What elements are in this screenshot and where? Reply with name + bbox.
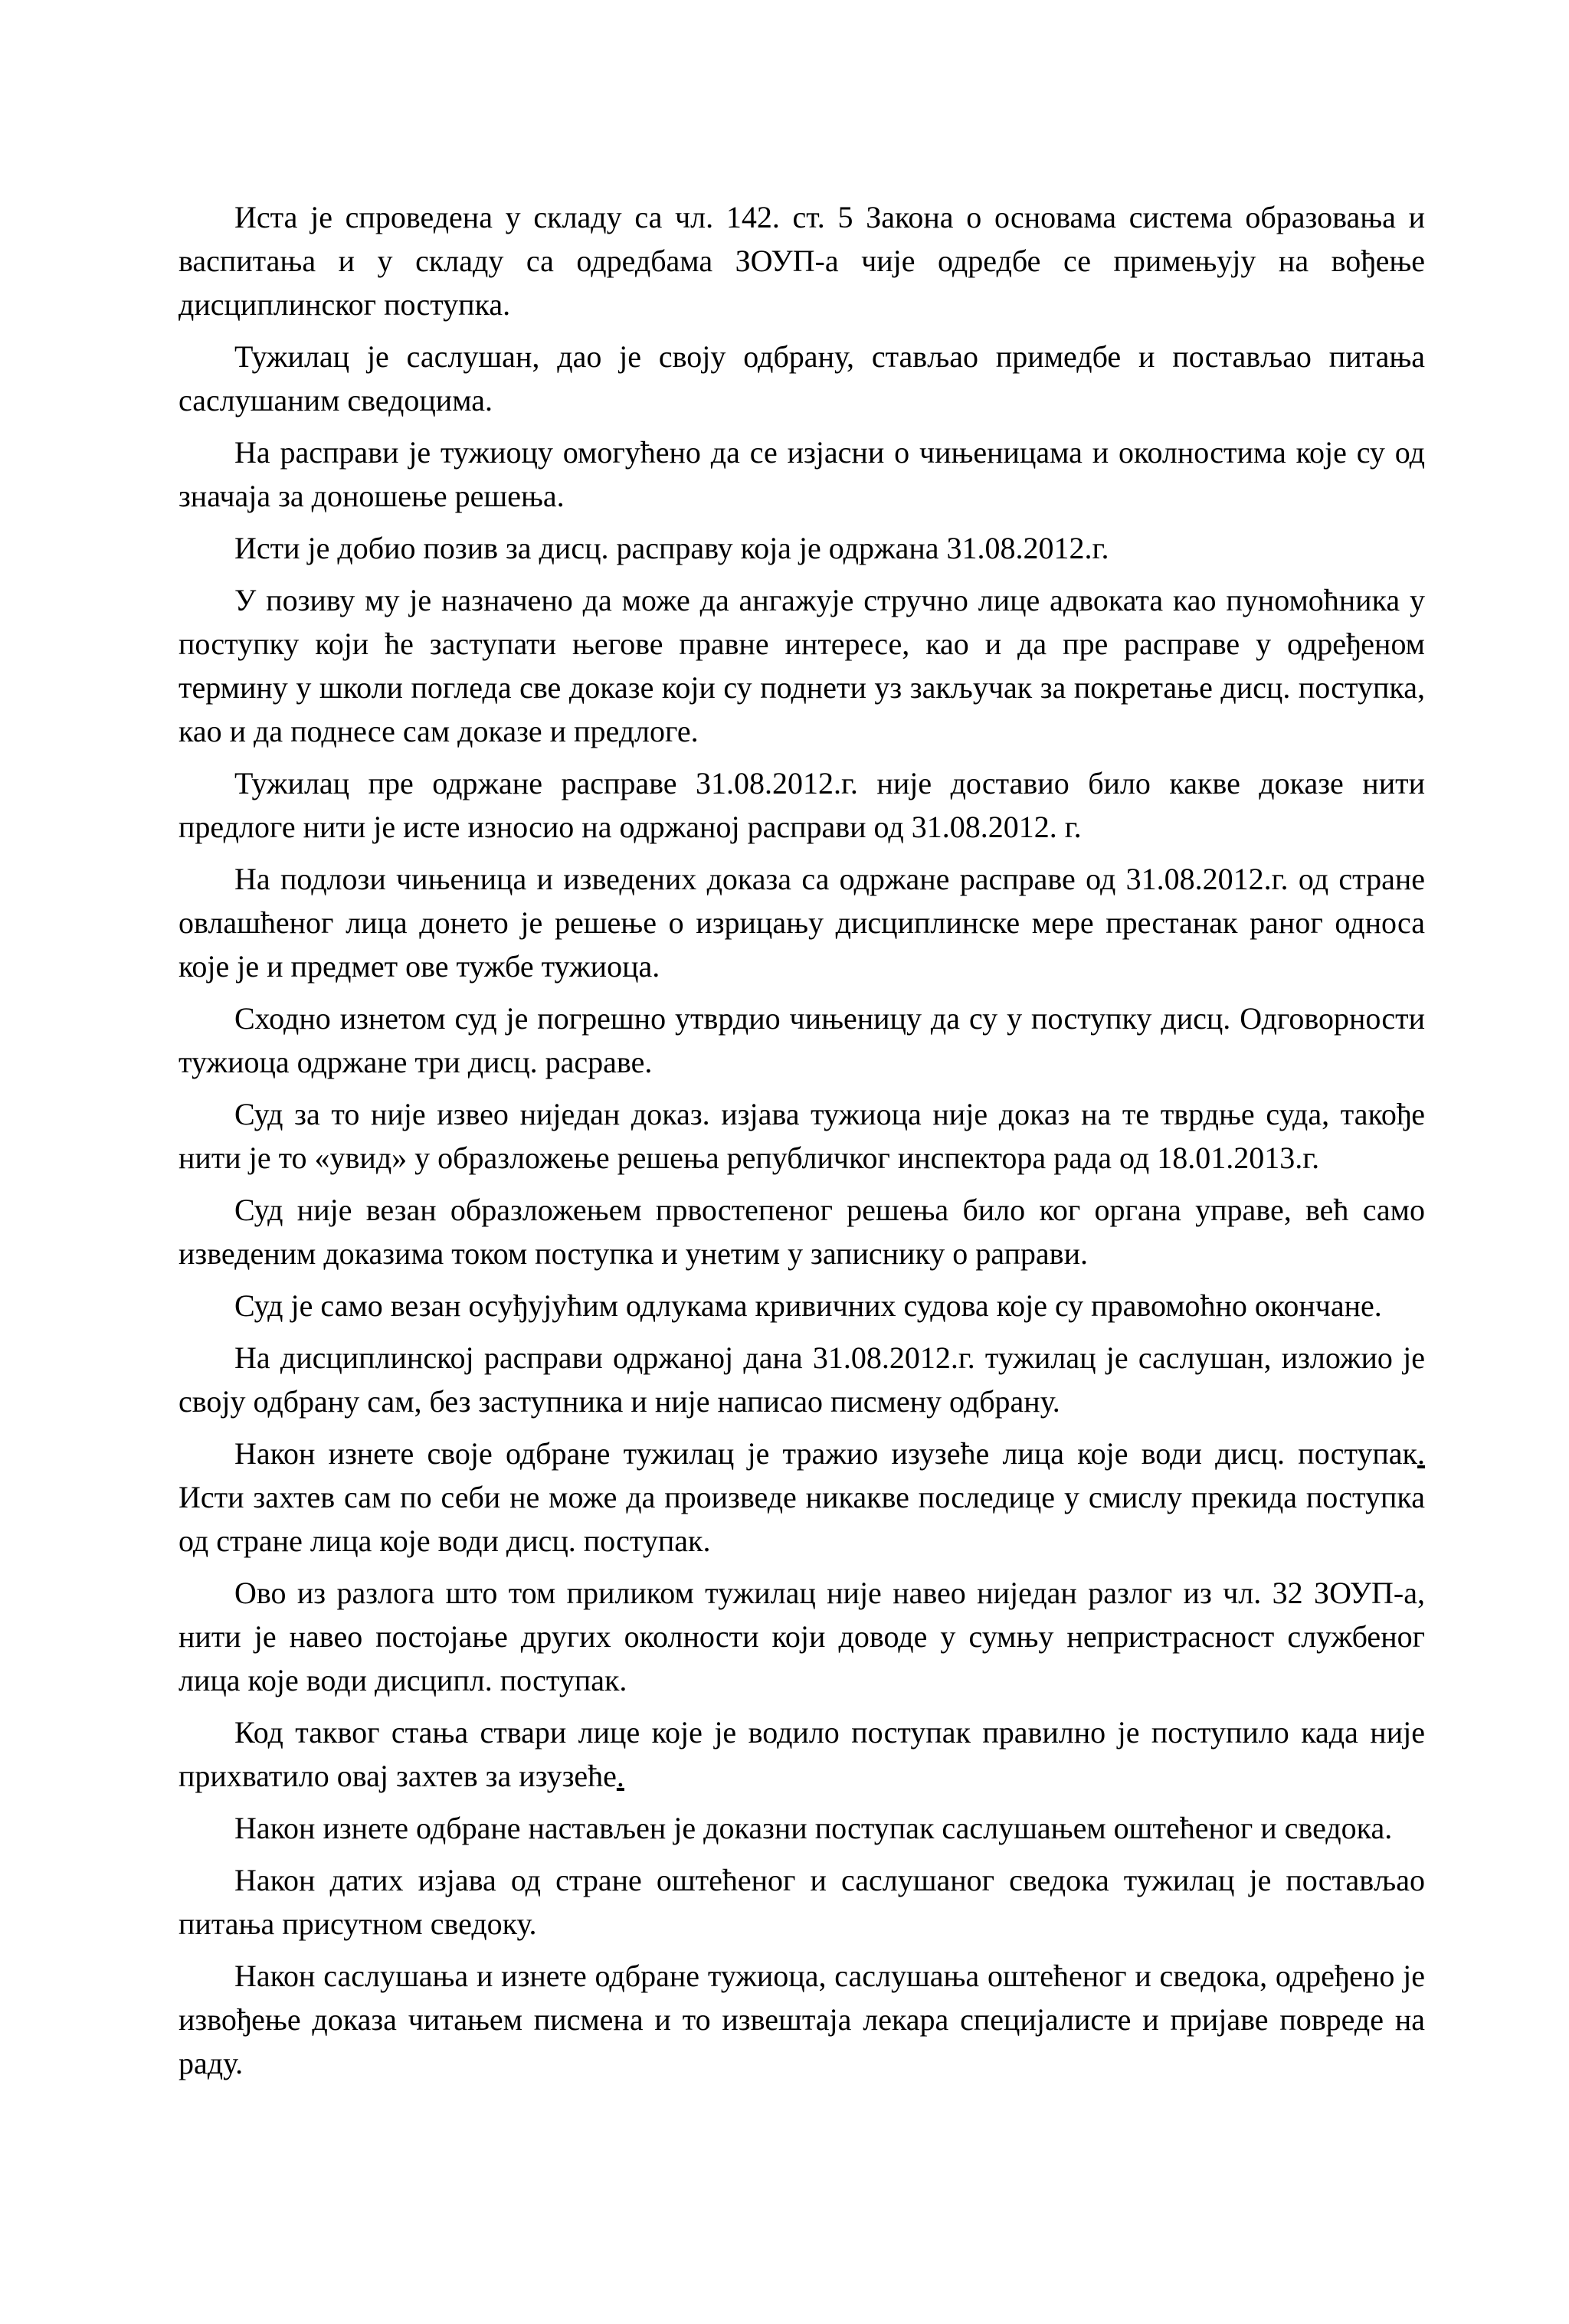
paragraph-15-text: Код таквог стања ствари лице које је водило поступак правилно је поступило када није прихватило овај захтев за изузеће <box>179 1715 1425 1793</box>
paragraph-16: Након изнете одбране настављен је доказни поступак саслушањем оштећеног и сведока. <box>234 1811 1393 1845</box>
paragraph-9: Суд за то није извео ниједан доказ. изјава тужиоца није доказ на те тврдње суда, такође нити је то «увид» у образложење решења републичког инспектора рада од 18.01.2013.г. <box>179 1097 1425 1175</box>
paragraph-14: Ово из разлога што том приликом тужилац није навео ниједан разлог из чл. 32 ЗОУП-а, нити је навео постојање других околности који доводе у сумњу непристрасност службеног лица које води дисципл. поступак. <box>179 1576 1425 1697</box>
document-body <box>179 195 1425 2093</box>
paragraph-6: Тужилац пре одржане расправе 31.08.2012.г. није доставио било какве доказе нити предлоге нити је исте износио на одржаној расправи од 31.08.2012. г. <box>179 766 1425 844</box>
paragraph-4: Исти је добио позив за дисц. расправу која је одржана 31.08.2012.г. <box>234 531 1109 565</box>
paragraph-1: Иста је спроведена у складу са чл. 142. ст. 5 Закона о основама система образовања и васпитања и у складу са одредбама ЗОУП-а чије одредбе се примењују на вођење дисциплинског поступка. <box>179 200 1425 322</box>
paragraph-11: Суд је само везан осуђујућим одлукама кривичних судова које су правомоћно окончане. <box>234 1288 1382 1323</box>
paragraph-12: На дисциплинској расправи одржаној дана 31.08.2012.г. тужилац је саслушан, изложио је своју одбрану сам, без заступника и није написао писмену одбрану. <box>179 1340 1425 1419</box>
paragraph-2: Тужилац је саслушан, дао је своју одбрану, стављао примедбе и постављао питања саслушаним сведоцима. <box>179 339 1425 417</box>
underlined-period: . <box>616 1759 624 1793</box>
paragraph-8: Сходно изнетом суд је погрешно утврдио чињеницу да су у поступку дисц. Одговорности тужиоца одржане три дисц. расраве. <box>179 1001 1425 1079</box>
paragraph-7: На подлози чињеница и изведених доказа са одржане расправе од 31.08.2012.г. од стране овлашћеног лица донето је решење о изрицању дисциплинске мере престанак раног односа које је и предмет ове тужбе тужиоца. <box>179 862 1425 984</box>
paragraph-5: У позиву му је назначено да може да ангажује стручно лице адвоката као пуномоћника у поступку који ће заступати његове правне интересе, као и да пре расправе у одређеном термину у школи погледа све доказе који су поднети уз закључак за покретање дисц. поступка, као и да поднесе сам доказе и предлоге. <box>179 583 1425 748</box>
paragraph-13-end: Исти захтев сам по себи не може да произведе никакве последице у смислу прекида поступка од стране лица које води дисц. поступак. <box>179 1480 1425 1558</box>
paragraph-13 <box>179 1432 1425 1563</box>
paragraph-17: Након датих изјава од стране оштећеног и саслушаног сведока тужилац је постављао питања присутном сведоку. <box>179 1863 1425 1941</box>
underlined-period: . <box>1417 1436 1425 1471</box>
paragraph-10: Суд није везан образложењем првостепеног решења било ког органа управе, већ само изведеним доказима током поступка и унетим у записнику о раправи. <box>179 1193 1425 1271</box>
paragraph-15 <box>179 1710 1425 1798</box>
paragraph-18: Након саслушања и изнете одбране тужиоца, саслушања оштећеног и сведока, одређено је извођење доказа читањем писмена и то извештаја лекара специјалисте и пријаве повреде на раду. <box>179 1959 1425 2080</box>
paragraph-13-start: Након изнете своје одбране тужилац је тражио изузеће лица које води дисц. поступак <box>234 1436 1417 1471</box>
paragraph-3: На расправи је тужиоцу омогућено да се изјасни о чињеницама и околностима које су од значаја за доношење решења. <box>179 435 1425 513</box>
